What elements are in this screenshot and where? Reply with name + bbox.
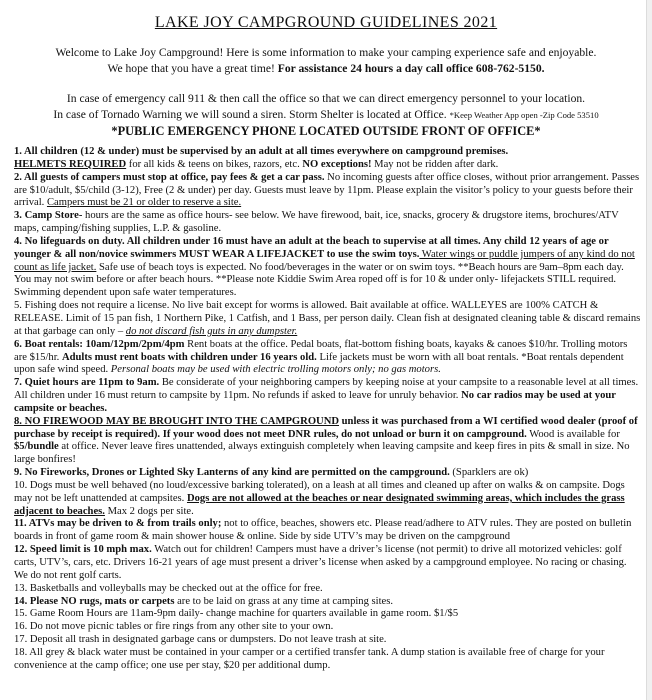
rule-14-text: are to be laid on grass at any time at camping sites. bbox=[174, 595, 394, 607]
welcome-block bbox=[0, 45, 652, 77]
rule-16: 16. Do not move picnic tables or fire rings from any other site to your own. bbox=[14, 621, 334, 633]
no-exceptions: NO exceptions! bbox=[302, 158, 372, 170]
page-title: LAKE JOY CAMPGROUND GUIDELINES 2021 bbox=[154, 14, 498, 31]
rule-11-heading: 11. ATVs may be driven to & from trails only; bbox=[14, 518, 222, 530]
rule-6-adults: Adults must rent boats with children under 16 years old. bbox=[61, 351, 317, 363]
rule-8 bbox=[14, 416, 642, 467]
rule-5-text: 5. Fishing does not require a license. No live bait except for worms is allowed. Bait available at office. WALLEYES are 100% CATCH & RELEASE. Limit of 15 pan fish, 1 Northern Pike, 1 Catfish, and 1 Bass, per person daily. Clean fish at designated cleaning table & discard remains at that garbage can only – bbox=[14, 300, 641, 337]
rule-8-bold-text: unless it was purchased from a WI certified wood dealer (proof of purchase by receipt is required). If your wood does not meet DNR rules, do not unload or burn it on campground. bbox=[14, 415, 638, 440]
rule-12-text: Watch out for children! Campers must have a driver’s license (not permit) to drive all motorized vehicles: golf carts, UTV’s, cars, etc. Drivers 16-21 years of age must present a driver’s license when asked by a campground employee. No racing or chasing. We do not rent golf carts. bbox=[14, 544, 627, 581]
vertical-scrollbar[interactable] bbox=[646, 0, 652, 700]
rule-14 bbox=[14, 596, 642, 609]
weather-app-note: *Keep Weather App open -Zip Code 53510 bbox=[449, 110, 599, 120]
rule-1 bbox=[14, 146, 642, 172]
rule-12-heading: 12. Speed limit is 10 mph max. bbox=[14, 544, 152, 556]
rule-8-text-2: at office. Never leave fires unattended, always extinguish completely when leaving campsite and keep fires in pits & small in size. No large bonfires! bbox=[14, 441, 630, 466]
rule-10-beach-dogs: Dogs are not allowed at the beaches or near designated swimming areas, which includes the grass adjacent to beaches. bbox=[14, 492, 625, 517]
rule-10-text-2: Max 2 dogs per site. bbox=[104, 505, 194, 517]
rule-6-personal-boats: Personal boats may be used with electric trolling motors only; no gas motors. bbox=[110, 364, 441, 376]
rule-4-heading: 4. No lifeguards on duty. All children under 16 must have an adult at the beach to supervise at all times. Any child 12 years of age or younger & all non/novice swimmers MUST WEAR A LIFEJACKET to use the swim toys. bbox=[14, 235, 609, 260]
rule-1-text-end: May not be ridden after dark. bbox=[371, 158, 499, 170]
rule-2-heading: 2. All guests of campers must stop at office, pay fees & get a car pass. bbox=[14, 171, 325, 183]
rule-11-text: not to office, beaches, showers etc. Please read/adhere to ATV rules. They are posted on bulletin boards in front of game room & main shower house & online. Side by side UTV’s may be driven on the campground bbox=[14, 518, 632, 543]
hope-line bbox=[0, 61, 652, 77]
rule-6-text-2: Life jackets must be worn with all boat rentals. *Boat rentals dependent upon safe wind speed. bbox=[14, 351, 624, 376]
rule-8-price: $5/bundle bbox=[14, 441, 59, 453]
rule-17: 17. Deposit all trash in designated garbage cans or dumpsters. Do not leave trash at site. bbox=[14, 634, 387, 646]
rule-9 bbox=[14, 467, 642, 480]
rule-4-water-wings: Water wings or puddle jumpers of any kind do not count as life jacket. bbox=[14, 248, 635, 273]
hope-text: We hope that you have a great time! bbox=[107, 62, 278, 75]
rule-3-text: hours are the same as office hours- see below. We have firewood, bait, ice, snacks, grocery & drugstore items, brochures/ATV maps, camping/fishing supplies, L.P. & gasoline. bbox=[14, 210, 619, 235]
rule-1-text: for all kids & teens on bikes, razors, etc. bbox=[126, 158, 303, 170]
rule-4 bbox=[14, 236, 642, 300]
rule-2 bbox=[14, 172, 642, 211]
rule-10-text: 10. Dogs must be well behaved (no loud/excessive barking tolerated), on a leash at all times and cleaned up after on walks & on campsite. Dogs may not be left unattended at campsites. bbox=[14, 479, 625, 504]
tornado-line bbox=[0, 107, 652, 123]
rule-7-radios: No car radios may be used at your campsite or beaches. bbox=[14, 390, 616, 414]
emergency-block bbox=[0, 91, 652, 139]
helmets-required: HELMETS REQUIRED bbox=[14, 158, 127, 170]
rule-8-text: Wood is available for bbox=[526, 428, 620, 440]
rule-6 bbox=[14, 339, 642, 378]
rule-4-text: Safe use of beach toys is expected. No food/beverages in the water or on swim toys. **Beach hours are 9am–8pm each day. You may not swim before or after beach hours. **Please note Kiddie Swim Area roped off is for 10 & under only- lifejackets STILL required. Swimming dependent upon safe water temperatures. bbox=[14, 261, 624, 299]
rule-8-heading: 8. NO FIREWOOD MAY BE BROUGHT INTO THE CAMPGROUND bbox=[14, 415, 340, 427]
rule-10 bbox=[14, 480, 642, 519]
rule-9-text: (Sparklers are ok) bbox=[449, 467, 529, 479]
rule-1-heading: 1. All children (12 & under) must be supervised by an adult at all times everywhere on campground premises. bbox=[14, 146, 509, 157]
assistance-phone: For assistance 24 hours a day call office 608-762-5150. bbox=[277, 62, 545, 75]
rule-11 bbox=[14, 518, 642, 544]
rule-5 bbox=[14, 300, 642, 339]
rule-3-heading: 3. Camp Store- bbox=[14, 210, 83, 222]
rule-9-heading: 9. No Fireworks, Drones or Lighted Sky Lanterns of any kind are permitted on the campground. bbox=[14, 467, 450, 479]
rule-15: 15. Game Room Hours are 11am-9pm daily- change machine for quarters available in game room. $1/$5 bbox=[14, 608, 459, 620]
rule-3 bbox=[14, 210, 642, 236]
rule-7 bbox=[14, 377, 642, 416]
rule-14-heading: 14. Please NO rugs, mats or carpets bbox=[14, 595, 175, 607]
rule-2-age-requirement: Campers must be 21 or older to reserve a site. bbox=[46, 197, 242, 209]
rule-6-text: Rent boats at the office. Pedal boats, flat-bottom fishing boats, kayaks & canoes $10/hr. Trolling motors are $15/hr. bbox=[14, 338, 628, 363]
rule-18: 18. All grey & black water must be contained in your camper or a certified transfer tank. A dump station is available free of charge for your convenience at the camp office; one use per stay, $20 per additional dump. bbox=[14, 646, 605, 671]
rule-13: 13. Basketballs and volleyballs may be checked out at the office for free. bbox=[14, 582, 323, 594]
rules-list bbox=[14, 146, 642, 673]
rule-7-text: Be considerate of your neighboring campers by keeping noise at your campsite to a reasonable level at all times. All children under 16 must return to campsite by 11pm. No refunds if asked to leave for unruly behavior. bbox=[14, 377, 639, 402]
welcome-text: Welcome to Lake Joy Campground! Here is some information to make your camping experience safe and enjoyable. bbox=[55, 46, 597, 59]
tornado-text: In case of Tornado Warning we will sound a siren. Storm Shelter is located at Office. bbox=[53, 108, 450, 121]
rule-12 bbox=[14, 544, 642, 583]
rule-2-text: No incoming guests after office closes, without prior arrangement. Passes are $10/adult, $5/child (3-12), Free (2 & under) per day. Guests must leave by 11pm. Please explain the visitor’s policy to your guests before their arrival. bbox=[14, 171, 640, 209]
rule-5-fish-guts: do not discard fish guts in any dumpster. bbox=[125, 325, 298, 337]
rule-7-heading: 7. Quiet hours are 11pm to 9am. bbox=[14, 377, 160, 389]
emergency-phone-banner: *PUBLIC EMERGENCY PHONE LOCATED OUTSIDE FRONT OF OFFICE* bbox=[111, 124, 541, 138]
emergency-text: In case of emergency call 911 & then call the office so that we can direct emergency personnel to your location. bbox=[66, 92, 586, 105]
rule-6-heading: 6. Boat rentals: 10am/12pm/2pm/4pm bbox=[14, 338, 185, 350]
